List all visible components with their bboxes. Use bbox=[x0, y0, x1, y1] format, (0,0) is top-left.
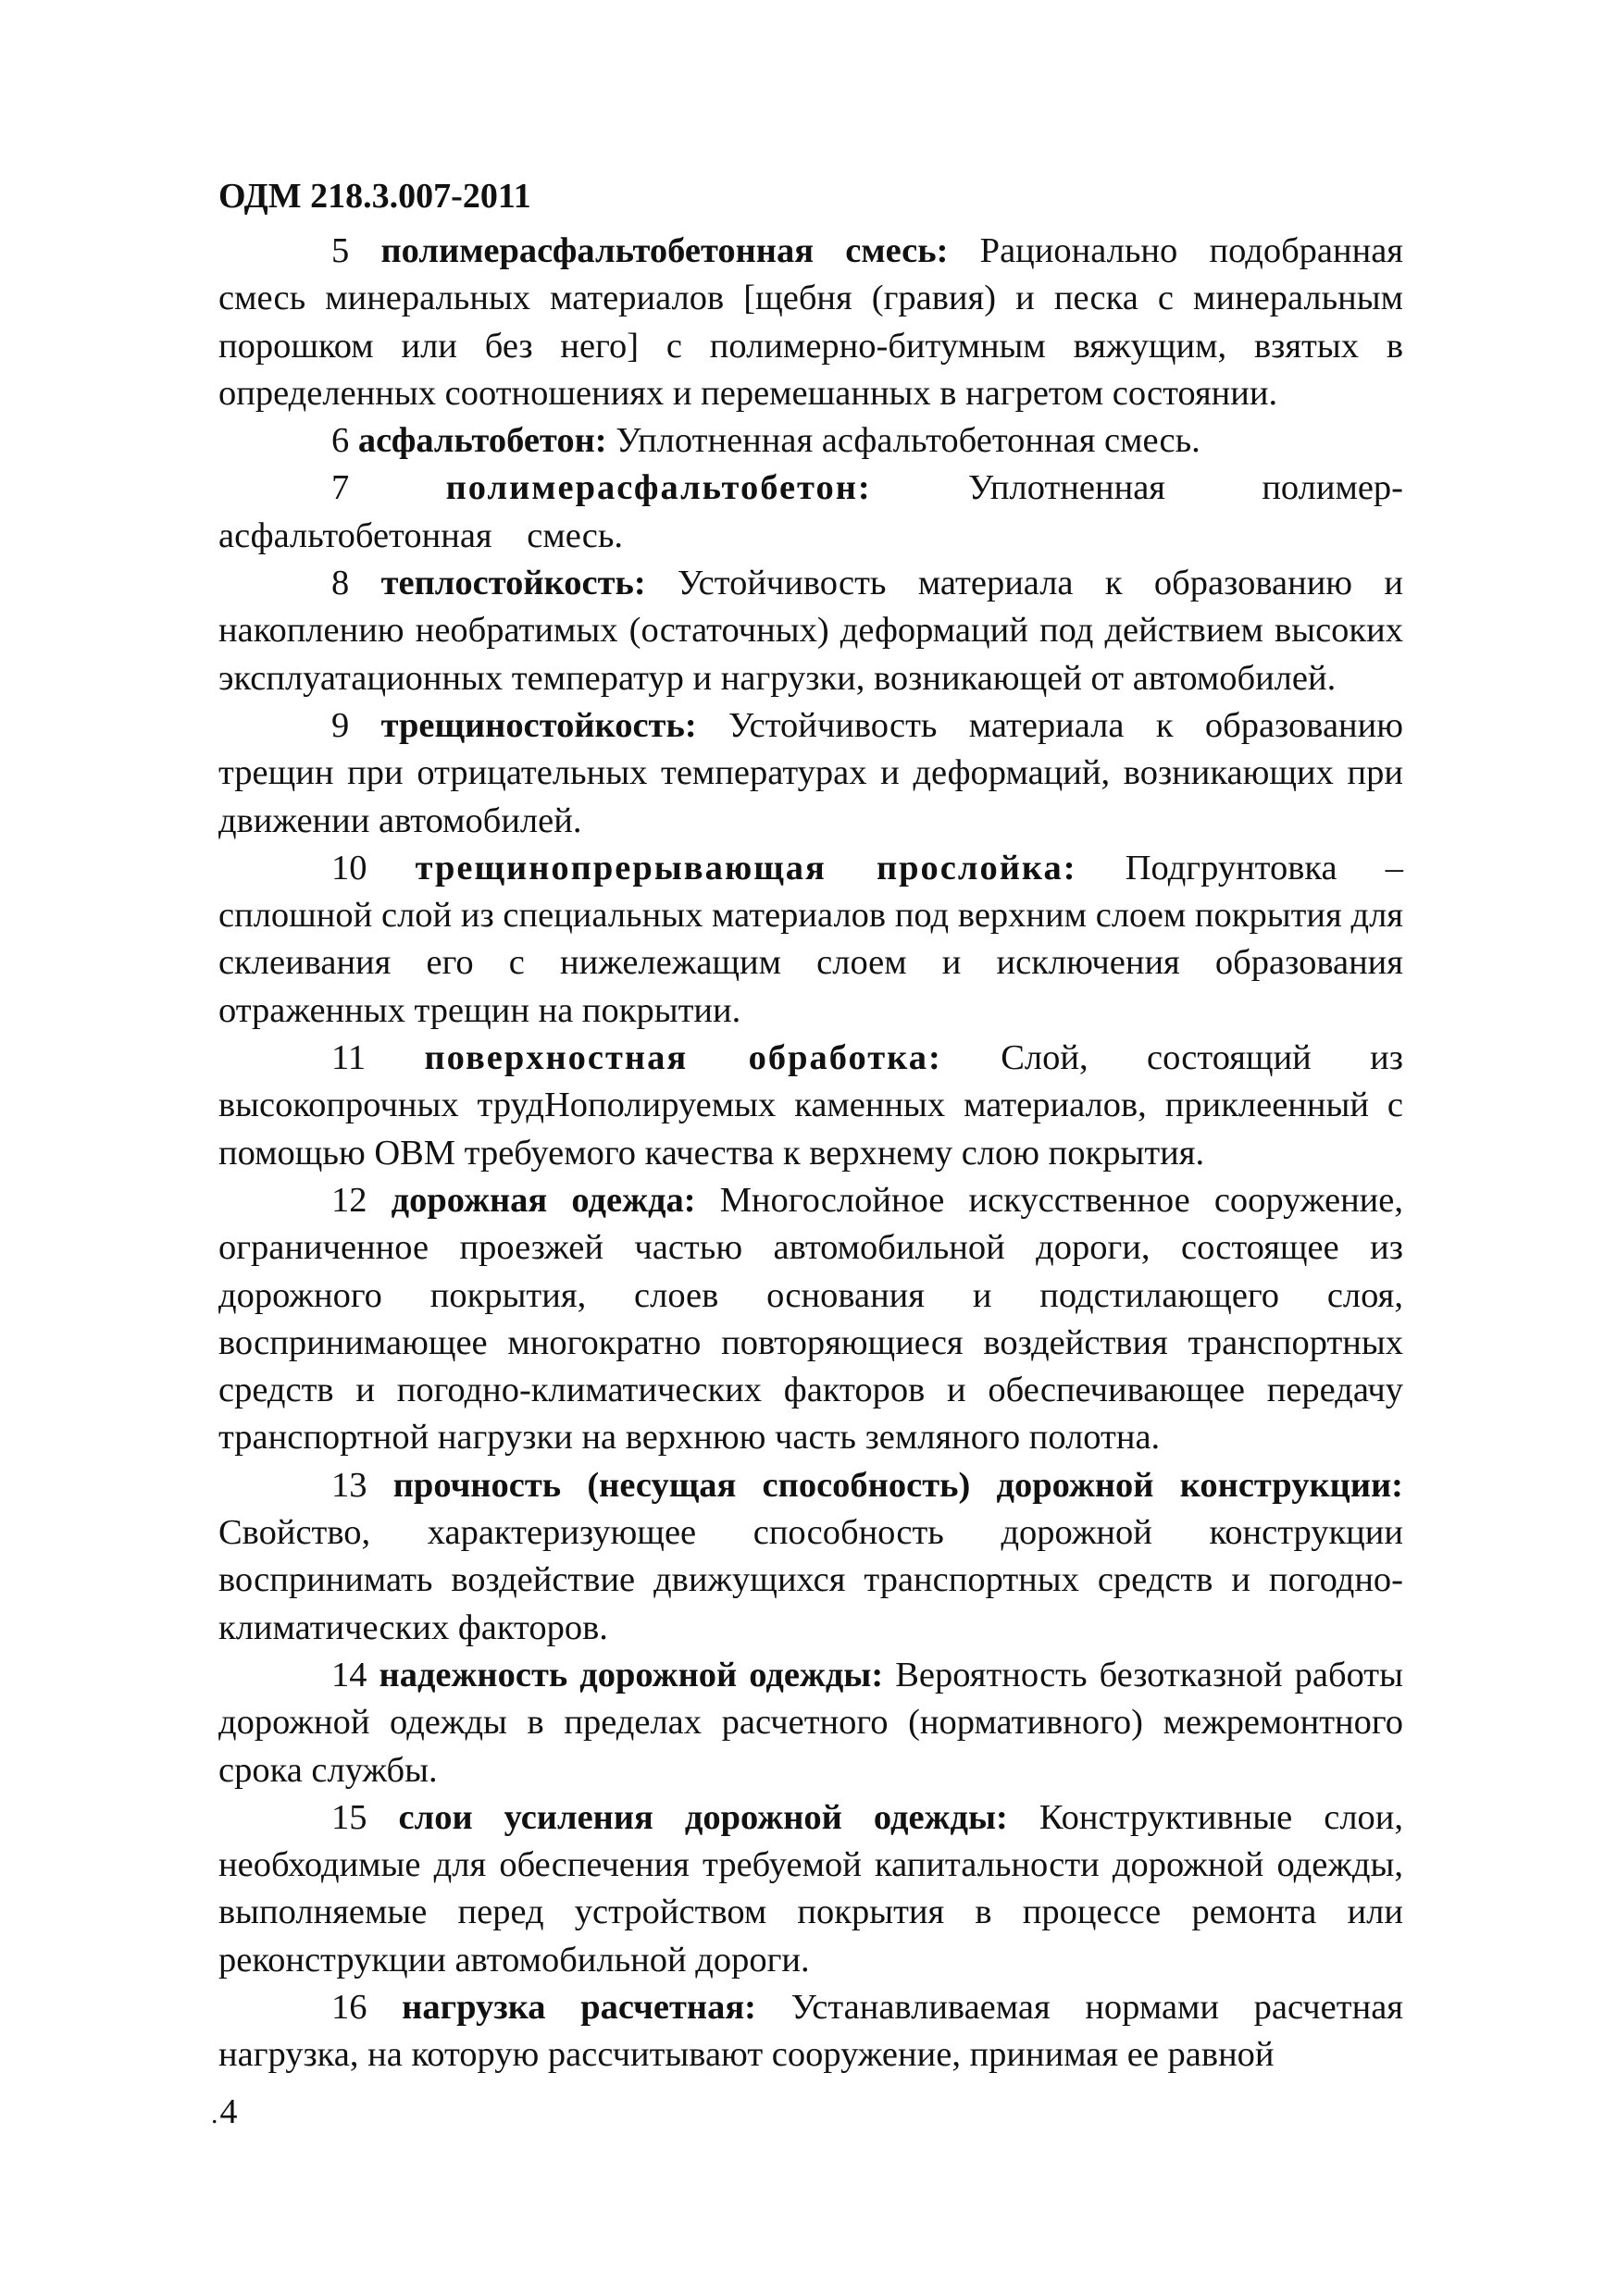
term-name: теплостойкость: bbox=[380, 564, 646, 603]
term-definition: Подгрунтовка – сплошной слой из специальных материалов под верхним слоем покрытия для склеивания его с нижележащим слоем и исключения образования отраженных трещин на покрытии. bbox=[218, 848, 1404, 1030]
term-entry bbox=[218, 417, 1403, 465]
page-number-value: 4 bbox=[219, 2092, 238, 2131]
page-mark: . bbox=[211, 2099, 218, 2129]
term-number: 7 bbox=[331, 468, 350, 508]
term-definition: Уплотненная асфальтобетонная смесь. bbox=[616, 421, 1200, 461]
term-definition: Вероятность безотказной работы дорожной одежды в пределах расчетного (нормативного) межремонтного срока службы. bbox=[218, 1655, 1404, 1790]
term-entry bbox=[218, 1462, 1403, 1652]
term-number: 8 bbox=[331, 564, 350, 603]
term-number: 15 bbox=[331, 1797, 367, 1837]
term-definition: Устойчивость материала к образованию и накоплению необратимых (остаточных) деформаций под действием высоких эксплуатационных температур и нагрузки, возникающей от автомобилей. bbox=[218, 564, 1404, 698]
term-number: 16 bbox=[331, 1987, 367, 2027]
term-name: нагрузка расчетная: bbox=[402, 1987, 756, 2027]
term-definition: Уплотненная полимер-асфальтобетонная смесь. bbox=[218, 468, 1403, 555]
term-name: полимерасфальтобетонная смесь: bbox=[380, 231, 949, 270]
term-definition: Устойчивость материала к образованию трещин при отрицательных температурах и деформаций, возникающих при движении автомобилей. bbox=[218, 705, 1404, 840]
term-entry bbox=[218, 1984, 1403, 2079]
term-number: 6 bbox=[331, 421, 350, 461]
term-name: асфальтобетон: bbox=[357, 421, 607, 461]
term-name: трещинопрерывающая прослойка: bbox=[415, 848, 1077, 887]
term-number: 11 bbox=[331, 1038, 367, 1078]
term-definition: Многослойное искусственное сооружение, ограниченное проезжей частью автомобильной дороги, состоящее из дорожного покрытия, слоев основания и подстилающего слоя, воспринимающее многократно повторяющиеся воздействия транспортных средств и погодно-климатических факторов и обеспечивающее передачу транспортной нагрузки на верхнюю часть земляного полотна. bbox=[218, 1180, 1404, 1458]
term-entry bbox=[218, 845, 1403, 1035]
term-definition: Устанавливаемая нормами расчетная нагрузка, на которую рассчитывают сооружение, принимая ее равной bbox=[218, 1987, 1403, 2075]
term-entry bbox=[218, 1035, 1403, 1177]
term-name: прочность (несущая способность) дорожной конструкции: bbox=[392, 1465, 1404, 1505]
term-name: поверхностная обработка: bbox=[424, 1038, 942, 1078]
term-definition: Рационально подобранная смесь минеральных материалов [щебня (гравия) и песка с минеральным порошком или без него] с полимерно-битумным вяжущим, взятых в определенных соотношениях и перемешанных в нагретом состоянии. bbox=[218, 231, 1404, 413]
term-entry bbox=[218, 702, 1403, 845]
term-name: слои усиления дорожной одежды: bbox=[398, 1797, 1008, 1837]
term-entry bbox=[218, 560, 1403, 702]
term-number: 13 bbox=[331, 1465, 367, 1505]
term-number: 5 bbox=[331, 231, 350, 270]
term-definition: Слой, состоящий из высокопрочных трудНополируемых каменных материалов, приклеенный с помощью ОВМ требуемого качества к верхнему слою покрытия. bbox=[218, 1038, 1403, 1173]
term-entry bbox=[218, 1652, 1403, 1794]
terms-list bbox=[218, 228, 1403, 2079]
term-definition: Конструктивные слои, необходимые для обеспечения требуемой капитальности дорожной одежды, выполняемые перед устройством покрытия в процессе ремонта или реконструкции автомобильной дороги. bbox=[218, 1797, 1404, 1980]
document-code: ОДМ 218.3.007-2011 bbox=[218, 177, 531, 216]
term-number: 9 bbox=[331, 705, 350, 745]
term-name: надежность дорожной одежды: bbox=[379, 1655, 884, 1694]
term-number: 14 bbox=[331, 1655, 367, 1694]
term-name: полимерасфальтобетон: bbox=[445, 468, 872, 508]
term-entry bbox=[218, 1794, 1403, 1984]
term-definition: Свойство, характеризующее способность дорожной конструкции воспринимать воздействие движущихся транспортных средств и погодно-климатических факторов. bbox=[218, 1513, 1403, 1647]
term-entry bbox=[218, 465, 1403, 560]
term-entry bbox=[218, 1177, 1403, 1462]
term-name: дорожная одежда: bbox=[391, 1180, 696, 1220]
term-entry bbox=[218, 228, 1403, 417]
term-number: 10 bbox=[331, 848, 367, 887]
term-name: трещиностойкость: bbox=[380, 705, 697, 745]
term-number: 12 bbox=[331, 1180, 367, 1220]
page-number bbox=[211, 2090, 238, 2137]
